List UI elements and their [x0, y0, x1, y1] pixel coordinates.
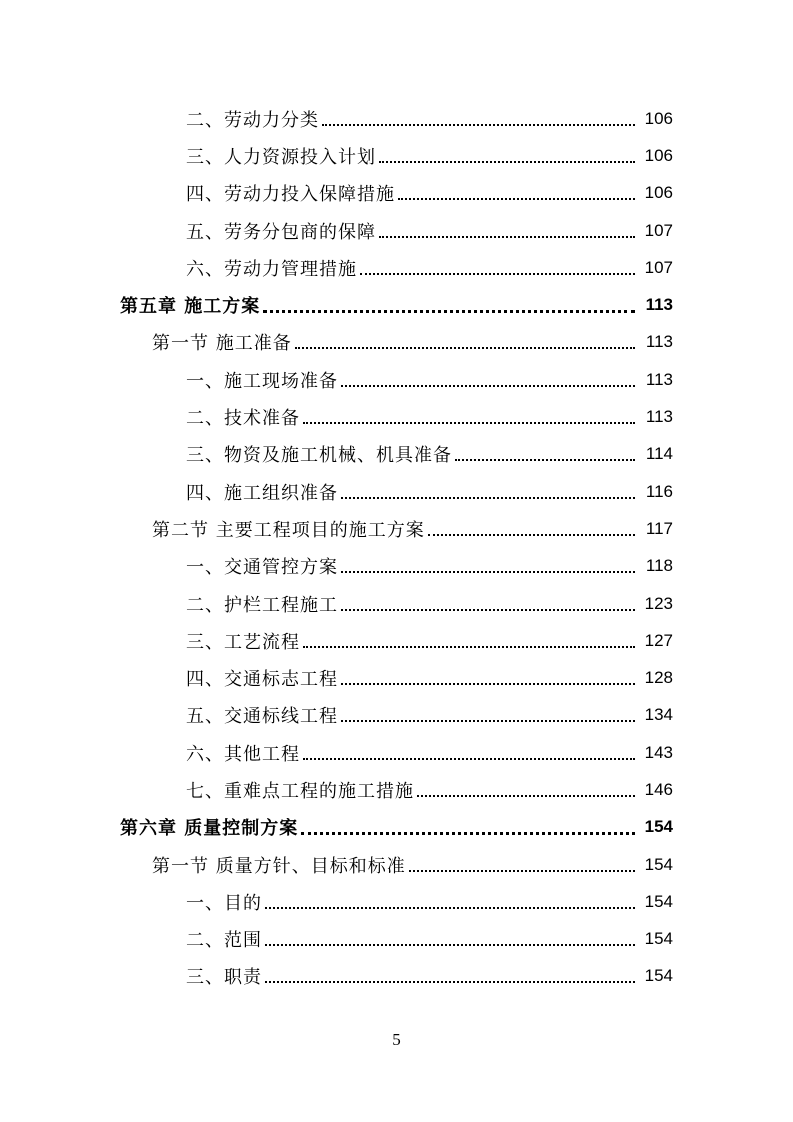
toc-entry[interactable] [0, 175, 793, 212]
dot-leader [265, 907, 635, 909]
toc-page-number: 106 [644, 183, 673, 203]
toc-entry[interactable] [0, 249, 793, 286]
toc-page-number: 154 [644, 929, 673, 949]
dot-leader [303, 646, 635, 648]
toc-entry-title: 三、工艺流程 [186, 631, 300, 653]
toc-page-number: 118 [645, 556, 673, 576]
toc-chapter-title: 第六章 质量控制方案 [120, 818, 299, 840]
dot-leader [341, 683, 635, 685]
toc-page-number: 154 [644, 966, 673, 986]
dot-leader [417, 795, 635, 797]
toc-page-number: 134 [644, 705, 673, 725]
dot-leader [303, 758, 635, 760]
dot-leader [263, 310, 635, 313]
dot-leader [265, 981, 635, 983]
toc-entry[interactable] [0, 771, 793, 808]
toc-chapter-entry[interactable] [0, 286, 793, 323]
toc-entry-title: 一、交通管控方案 [186, 557, 338, 579]
dot-leader [341, 385, 635, 387]
toc-page-number: 154 [644, 817, 673, 837]
toc-entry-title: 二、技术准备 [186, 408, 300, 430]
dot-leader [341, 609, 635, 611]
toc-chapter-entry[interactable] [0, 809, 793, 846]
dot-leader [398, 198, 635, 200]
toc-entry-title: 二、范围 [186, 930, 262, 952]
toc-entry-title: 四、施工组织准备 [186, 482, 338, 504]
toc-entry-title: 六、其他工程 [186, 743, 300, 765]
toc-entry[interactable] [0, 883, 793, 920]
toc-entry[interactable] [0, 398, 793, 435]
toc-entry[interactable] [0, 137, 793, 174]
page-number: 5 [392, 1030, 401, 1049]
toc-entry[interactable] [0, 734, 793, 771]
dot-leader [295, 347, 635, 349]
toc-entry[interactable] [0, 958, 793, 995]
toc-entry-title: 四、交通标志工程 [186, 669, 338, 691]
table-of-contents [0, 100, 793, 995]
toc-page-number: 123 [644, 593, 673, 613]
toc-page-number: 113 [645, 332, 673, 352]
toc-page-number: 106 [644, 108, 673, 128]
dot-leader [341, 571, 635, 573]
toc-section-entry[interactable] [0, 846, 793, 883]
toc-page-number: 128 [644, 668, 673, 688]
toc-entry-title: 二、护栏工程施工 [186, 594, 338, 616]
toc-entry-title: 七、重难点工程的施工措施 [186, 780, 414, 802]
toc-chapter-title: 第五章 施工方案 [120, 296, 261, 318]
dot-leader [265, 944, 635, 946]
toc-entry-title: 六、劳动力管理措施 [186, 258, 357, 280]
toc-page-number: 106 [644, 145, 673, 165]
dot-leader [455, 459, 635, 461]
dot-leader [341, 497, 635, 499]
dot-leader [301, 832, 635, 835]
toc-page-number: 154 [644, 891, 673, 911]
toc-page-number: 113 [645, 407, 673, 427]
toc-section-entry[interactable] [0, 324, 793, 361]
toc-page-number: 113 [645, 295, 673, 315]
toc-entry[interactable] [0, 585, 793, 622]
toc-page-number: 146 [644, 779, 673, 799]
toc-page-number: 114 [645, 444, 673, 464]
toc-entry-title: 二、劳动力分类 [186, 109, 319, 131]
dot-leader [322, 124, 635, 126]
toc-section-title: 第一节 施工准备 [152, 333, 292, 355]
toc-entry[interactable] [0, 436, 793, 473]
toc-entry[interactable] [0, 548, 793, 585]
toc-entry-title: 一、目的 [186, 892, 262, 914]
toc-section-entry[interactable] [0, 510, 793, 547]
toc-page-number: 143 [644, 742, 673, 762]
toc-page-number: 127 [644, 630, 673, 650]
toc-entry-title: 三、物资及施工机械、机具准备 [186, 445, 452, 467]
dot-leader [409, 870, 635, 872]
toc-entry[interactable] [0, 697, 793, 734]
toc-entry-title: 一、施工现场准备 [186, 370, 338, 392]
toc-page-number: 154 [644, 854, 673, 874]
toc-entry[interactable] [0, 361, 793, 398]
toc-section-title: 第一节 质量方针、目标和标准 [152, 855, 406, 877]
toc-page-number: 116 [645, 481, 673, 501]
toc-page-number: 117 [645, 518, 673, 538]
toc-entry[interactable] [0, 921, 793, 958]
toc-entry-title: 三、职责 [186, 967, 262, 989]
toc-page-number: 113 [645, 369, 673, 389]
toc-entry[interactable] [0, 622, 793, 659]
toc-entry-title: 三、人力资源投入计划 [186, 146, 376, 168]
toc-entry[interactable] [0, 100, 793, 137]
dot-leader [360, 273, 635, 275]
toc-entry-title: 五、劳务分包商的保障 [186, 221, 376, 243]
toc-entry[interactable] [0, 212, 793, 249]
toc-page-number: 107 [644, 257, 673, 277]
toc-entry-title: 五、交通标线工程 [186, 706, 338, 728]
dot-leader [428, 534, 635, 536]
toc-entry-title: 四、劳动力投入保障措施 [186, 184, 395, 206]
toc-entry[interactable] [0, 473, 793, 510]
dot-leader [379, 161, 635, 163]
dot-leader [303, 422, 635, 424]
dot-leader [341, 720, 635, 722]
toc-section-title: 第二节 主要工程项目的施工方案 [152, 519, 425, 541]
toc-entry[interactable] [0, 659, 793, 696]
dot-leader [379, 236, 635, 238]
toc-page-number: 107 [644, 220, 673, 240]
